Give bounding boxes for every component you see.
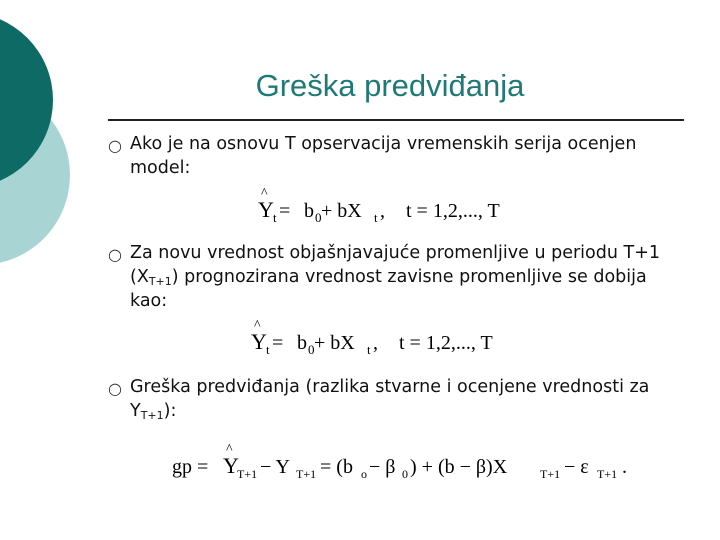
open-paren-b: = (b bbox=[320, 456, 353, 478]
b0-symbol: b bbox=[304, 200, 314, 222]
y-subscript: t bbox=[266, 342, 270, 357]
title-divider bbox=[108, 119, 684, 121]
hat-symbol: ^ bbox=[226, 442, 233, 457]
t-range: t = 1,2,..., T bbox=[406, 200, 500, 222]
minus-beta: − β bbox=[369, 456, 396, 478]
y2-subscript: T+1 bbox=[296, 467, 317, 481]
bullet-marker: ○ bbox=[108, 136, 122, 155]
model-formula-2 bbox=[243, 318, 513, 358]
slide-title: Greška predviđanja bbox=[255, 68, 525, 103]
x-subscript: t bbox=[367, 342, 371, 357]
y-symbol: Y bbox=[251, 329, 267, 354]
y-subscript: t bbox=[273, 210, 277, 225]
bullet-1-text: Ako je na osnovu T opservacija vremenskih serija ocenjen model: bbox=[130, 134, 637, 178]
beta-subscript: 0 bbox=[402, 467, 408, 481]
forecast-error-formula bbox=[170, 440, 640, 486]
bx-term: + bX bbox=[314, 332, 355, 354]
bx-term: + bX bbox=[321, 200, 362, 222]
bullet-marker: ○ bbox=[108, 245, 122, 264]
minus-epsilon: − ε bbox=[564, 456, 589, 478]
minus-y: − Y bbox=[260, 456, 290, 478]
b0-subscript: 0 bbox=[315, 210, 322, 225]
equals-sign: = bbox=[272, 332, 284, 354]
x-subscript-inline: T+1 bbox=[148, 275, 172, 288]
comma: , bbox=[380, 200, 385, 222]
y-symbol: Y bbox=[223, 453, 239, 478]
x-subscript: T+1 bbox=[540, 467, 561, 481]
b0-subscript: 0 bbox=[308, 342, 315, 357]
t-range: t = 1,2,..., T bbox=[399, 332, 493, 354]
gp-lhs: gp = bbox=[172, 456, 209, 478]
hat-symbol: ^ bbox=[261, 186, 268, 201]
period: . bbox=[622, 456, 627, 478]
equals-sign: = bbox=[279, 200, 291, 222]
model-formula-1 bbox=[250, 186, 520, 226]
bullet-2-text bbox=[130, 241, 670, 313]
y-subscript: T+1 bbox=[237, 467, 258, 481]
b-subscript: o bbox=[361, 467, 367, 481]
bullet-3-text-start: Greška predviđanja (razlika stvarne i ocenjene vrednosti za Y bbox=[130, 377, 650, 421]
y-symbol: Y bbox=[258, 197, 274, 222]
y-subscript-inline: T+1 bbox=[140, 409, 164, 422]
bullet-3-text-end: ): bbox=[163, 401, 177, 421]
bullet-2-text-end: ) prognozirana vrednost zavisne promenljive se dobija kao: bbox=[130, 267, 647, 311]
hat-symbol: ^ bbox=[254, 318, 261, 333]
bullet-marker: ○ bbox=[108, 379, 122, 398]
bullet-3-text bbox=[130, 375, 670, 423]
decorative-circles bbox=[0, 0, 90, 300]
epsilon-subscript: T+1 bbox=[597, 467, 618, 481]
b0-symbol: b bbox=[297, 332, 307, 354]
bullet-2-text-start: Za novu vrednost objašnjavajuće promenljive u periodu T+1 (X bbox=[130, 243, 660, 287]
x-subscript: t bbox=[374, 210, 378, 225]
slope-term: ) + (b − β)X bbox=[410, 456, 508, 478]
comma: , bbox=[373, 332, 378, 354]
